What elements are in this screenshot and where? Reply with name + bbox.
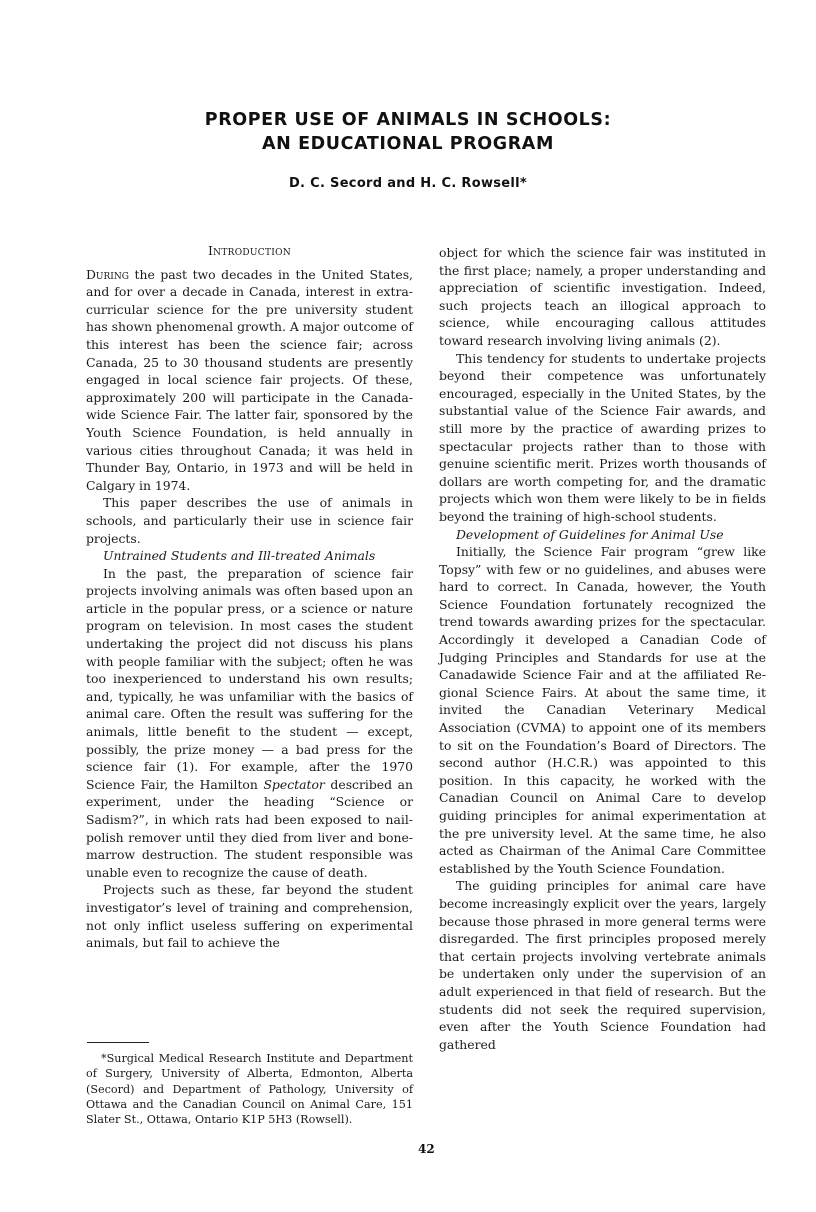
section-heading-untrained-students: Untrained Students and Ill-treated Animals <box>103 548 376 564</box>
footnote-divider <box>87 1042 149 1043</box>
untrained-paragraph-1-part-a: In the past, the preparation of science fair projects involving animals was often based upon an article in the popular press, or a science or nature program on television. In most cases the student undertaking the project did not discuss his plans with people familiar with the subject; often he was too inexperienced to understand his own results; and, typically, he was unfamiliar with the basics of animal care. Often the result was suffering for the animals, little benefit to the student — except, possibly, the prize money — a bad press for the science fair (1). For example, after the 1970 Science Fair, the Hamilton <box>86 565 413 792</box>
untrained-paragraph-2: Projects such as these, far beyond the student investigator’s level of training and comprehension, not only inflict useless suffering on experimental animals, but fail to achieve the <box>86 882 413 951</box>
guidelines-paragraph-1: Initially, the Science Fair program “grew like Topsy” with few or no guidelines, and abuses were hard to correct. In Canada, however, the Youth Science Foundation fortunately recognized the trend towards awarding prizes for the spectacular. Accordingly it developed a Canadian Code of Judging Principles and Standards for use at the Canadawide Science Fair and at the affiliated Regional Science Fairs. At about the same time, it invited the Canadian Veterinary Medical Association (CVMA) to appoint one of its members to sit on the Foundation’s Board of Directors. The second author (H.C.R.) was appointed to this position. In this capacity, he worked with the Canadian Council on Animal Care to develop guiding principles for animal experimentation at the pre university level. At the same time, he also acted as Chairman of the Animal Care Committee established by the Youth Science Foundation. <box>439 544 766 876</box>
author-byline: D. C. Secord and H. C. Rowsell* <box>288 176 528 191</box>
footnote-text: *Surgical Medical Research Institute and Department of Surgery, University of Alberta, Edmonton, Alberta (Secord) and Department of Pathology, University of Ottawa and the Canadian Council on Animal Care, 151 Slater St., Ottawa, Ontario K1P 5H3 (Rowsell). <box>86 1052 413 1127</box>
title-line-2: AN EDUCATIONAL PROGRAM <box>262 134 554 154</box>
left-column <box>86 242 413 952</box>
untrained-paragraph-1-part-b: described an experiment, under the heading “Science or Sadism?”, in which rats had been exposed to nail-polish remover until they died from liver and bone-marrow destruction. The student responsible was unable even to recognize the cause of death. <box>86 776 414 880</box>
intro-paragraph-1-text: the past two decades in the United States, and for over a decade in Canada, interest in extra-curricular science for the pre university student has shown phenomenal growth. A major outcome of this interest has been the science fair; across Canada, 25 to 30 thousand students are presently engaged in local science fair projects. Of these, approximately 200 will participate in the Canadawide Science Fair. The latter fair, sponsored by the Youth Science Foundation, is held annually in various cities throughout Canada; it was held in Thunder Bay, Ontario, in 1973 and will be held in Calgary in 1974. <box>86 266 413 493</box>
publication-name-spectator: Spectator <box>263 776 325 792</box>
intro-paragraph-1 <box>86 266 413 495</box>
right-column <box>439 244 766 1053</box>
title-line-1: PROPER USE OF ANIMALS IN SCHOOLS: <box>204 110 612 130</box>
untrained-paragraph-1 <box>86 565 413 882</box>
article-title <box>0 108 816 156</box>
author-affiliation-footnote <box>86 1051 413 1127</box>
continued-paragraph-2: This tendency for students to undertake projects beyond their competence was unfortunately encouraged, especially in the United States, by the substantial value of the Science Fair awards, and still more by the practice of awarding prizes to spectacular projects rather than to those with genuine scientific merit. Prizes worth thousands of dollars are worth competing for, and the dramatic projects which won them were likely to be in fields beyond the training of high-school students. <box>439 350 766 524</box>
section-heading-guidelines: Development of Guidelines for Animal Use <box>456 526 724 542</box>
drop-lead-word: During <box>86 266 129 282</box>
guidelines-paragraph-2: The guiding principles for animal care have become increasingly explicit over the years, largely because those phrased in more general terms were disregarded. The first principles proposed merely that certain projects involving vertebrate animals be undertaken only under the supervision of an adult experienced in that field of research. But the students did not seek the required supervision, even after the Youth Science Foundation had gathered <box>439 878 766 1052</box>
continued-paragraph-1: object for which the science fair was instituted in the first place; namely, a proper understanding and appreciation of scientific investigation. Indeed, such projects teach an illogical approach to science, while encouraging callous attitudes toward research involving living animals (2). <box>439 245 766 348</box>
page-number: 42 <box>418 1142 435 1156</box>
intro-paragraph-2: This paper describes the use of animals in schools, and particularly their use in science fair projects. <box>86 495 413 546</box>
section-heading-introduction: Introduction <box>207 243 292 258</box>
